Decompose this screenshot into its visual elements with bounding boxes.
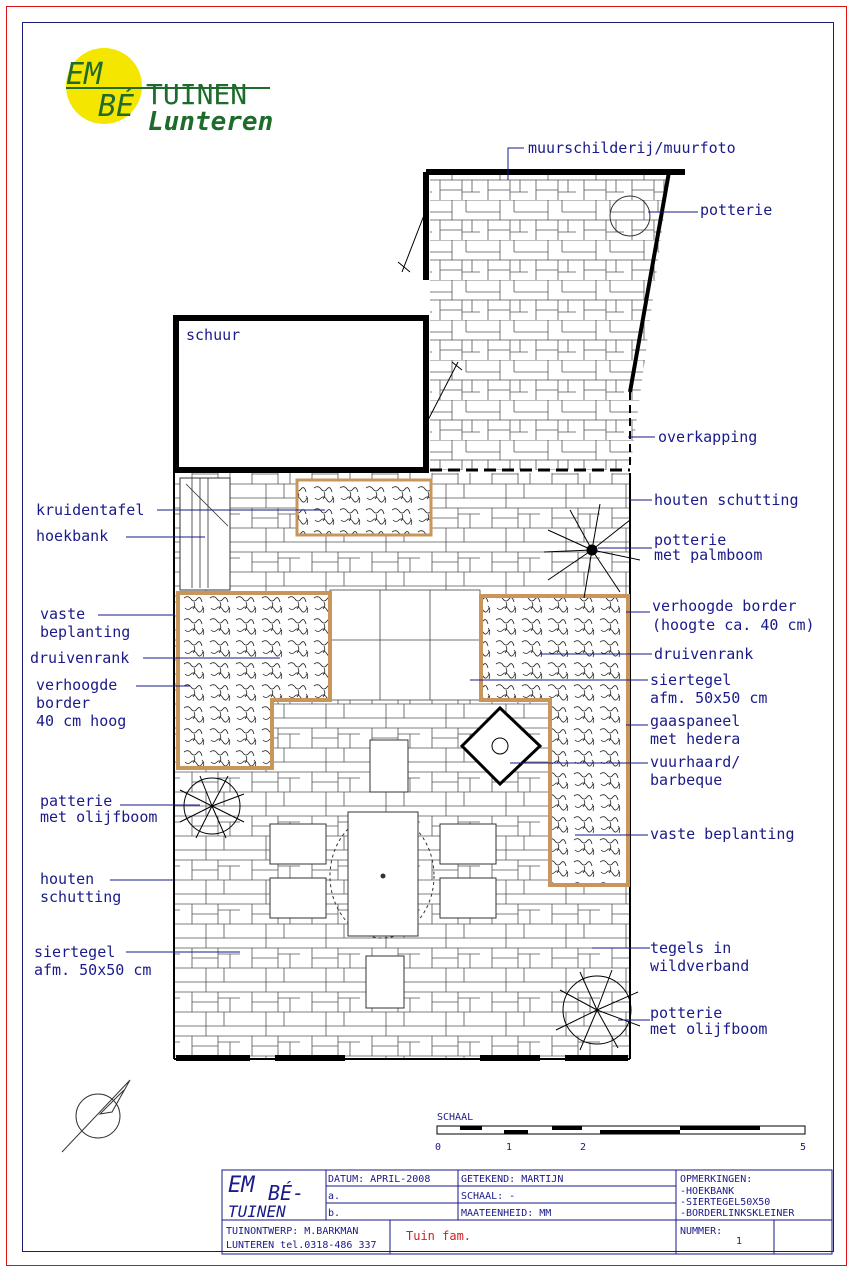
label-muurschilderij: muurschilderij/muurfoto bbox=[528, 139, 736, 157]
text-label: Tuin fam. bbox=[406, 1229, 472, 1243]
text-label: wildverband bbox=[650, 957, 750, 975]
corner-bench bbox=[180, 478, 230, 590]
text-label: NUMMER: bbox=[680, 1226, 723, 1237]
text-label: vaste beplanting bbox=[650, 825, 795, 843]
text-label: potterie bbox=[650, 1004, 723, 1022]
text-label: afm. 50x50 cm bbox=[34, 961, 152, 979]
text-label: met olijfboom bbox=[650, 1020, 768, 1038]
text-label: OPMERKINGEN: bbox=[680, 1174, 753, 1185]
text-label: b. bbox=[328, 1208, 341, 1219]
text-label: TUINONTWERP: M.BARKMAN bbox=[226, 1226, 359, 1237]
text-label: border bbox=[36, 694, 91, 712]
title-block-text bbox=[226, 1173, 795, 1251]
text-label: LUNTEREN tel.0318-486 337 bbox=[226, 1240, 377, 1251]
text-label: BÉ- bbox=[268, 1181, 305, 1205]
company-logo bbox=[66, 48, 273, 137]
north-arrow-icon bbox=[62, 1080, 130, 1152]
text-label: druivenrank bbox=[30, 649, 130, 667]
text-label: vaste bbox=[40, 605, 86, 623]
text-label: SCHAAL bbox=[437, 1112, 474, 1123]
text-label: -HOEKBANK bbox=[680, 1186, 735, 1197]
text-label: TUINEN bbox=[146, 78, 248, 111]
label-hoekbank: hoekbank bbox=[36, 527, 109, 545]
text-label: druivenrank bbox=[654, 645, 754, 663]
text-label: gaaspaneel bbox=[650, 712, 741, 730]
label-potterie: potterie bbox=[700, 201, 773, 219]
text-label: -SIERTEGEL50X50 bbox=[680, 1197, 771, 1208]
text-label: met hedera bbox=[650, 730, 741, 748]
text-label: vuurhaard/ bbox=[650, 753, 741, 771]
label-kruidentafel: kruidentafel bbox=[36, 501, 145, 519]
text-label: siertegel bbox=[650, 671, 732, 689]
text-label: EM bbox=[66, 57, 103, 92]
text-label: verhoogde border bbox=[652, 597, 797, 615]
text-label: Lunteren bbox=[148, 107, 274, 137]
herb-table bbox=[297, 480, 431, 535]
text-label: EM bbox=[228, 1173, 255, 1198]
text-label: BÉ bbox=[98, 89, 135, 124]
text-label: 0 bbox=[435, 1142, 442, 1153]
text-label: siertegel bbox=[34, 943, 116, 961]
text-label: met palmboom bbox=[654, 546, 763, 564]
text-label: 5 bbox=[800, 1142, 807, 1153]
label-schuur: schuur bbox=[186, 326, 241, 344]
text-label: SCHAAL: - bbox=[461, 1191, 516, 1202]
label-overkapping: overkapping bbox=[658, 428, 758, 446]
text-label: -BORDERLINKSKLEINER bbox=[680, 1208, 795, 1219]
text-label: 2 bbox=[580, 1142, 587, 1153]
scale-bar bbox=[435, 1112, 806, 1153]
text-label: 40 cm hoog bbox=[36, 712, 127, 730]
text-label: 1 bbox=[506, 1142, 513, 1153]
text-label: GETEKEND: MARTIJN bbox=[461, 1174, 564, 1185]
text-label: 1 bbox=[736, 1236, 743, 1247]
text-label: barbeque bbox=[650, 771, 723, 789]
label-houten-schutting-right: houten schutting bbox=[654, 491, 799, 509]
text-label: MAATEENHEID: MM bbox=[461, 1208, 552, 1219]
text-label: a. bbox=[328, 1191, 341, 1202]
text-label: afm. 50x50 cm bbox=[650, 689, 768, 707]
text-label: met olijfboom bbox=[40, 808, 158, 826]
text-label: verhoogde bbox=[36, 676, 118, 694]
text-label: tegels in bbox=[650, 939, 732, 957]
text-label: beplanting bbox=[40, 623, 131, 641]
text-label: TUINEN bbox=[228, 1202, 286, 1221]
text-label: patterie bbox=[40, 792, 113, 810]
text-label: houten bbox=[40, 870, 95, 888]
text-label: (hoogte ca. 40 cm) bbox=[652, 616, 815, 634]
text-label: potterie bbox=[654, 531, 727, 549]
text-label: schutting bbox=[40, 888, 122, 906]
text-label: DATUM: APRIL-2008 bbox=[328, 1174, 431, 1185]
